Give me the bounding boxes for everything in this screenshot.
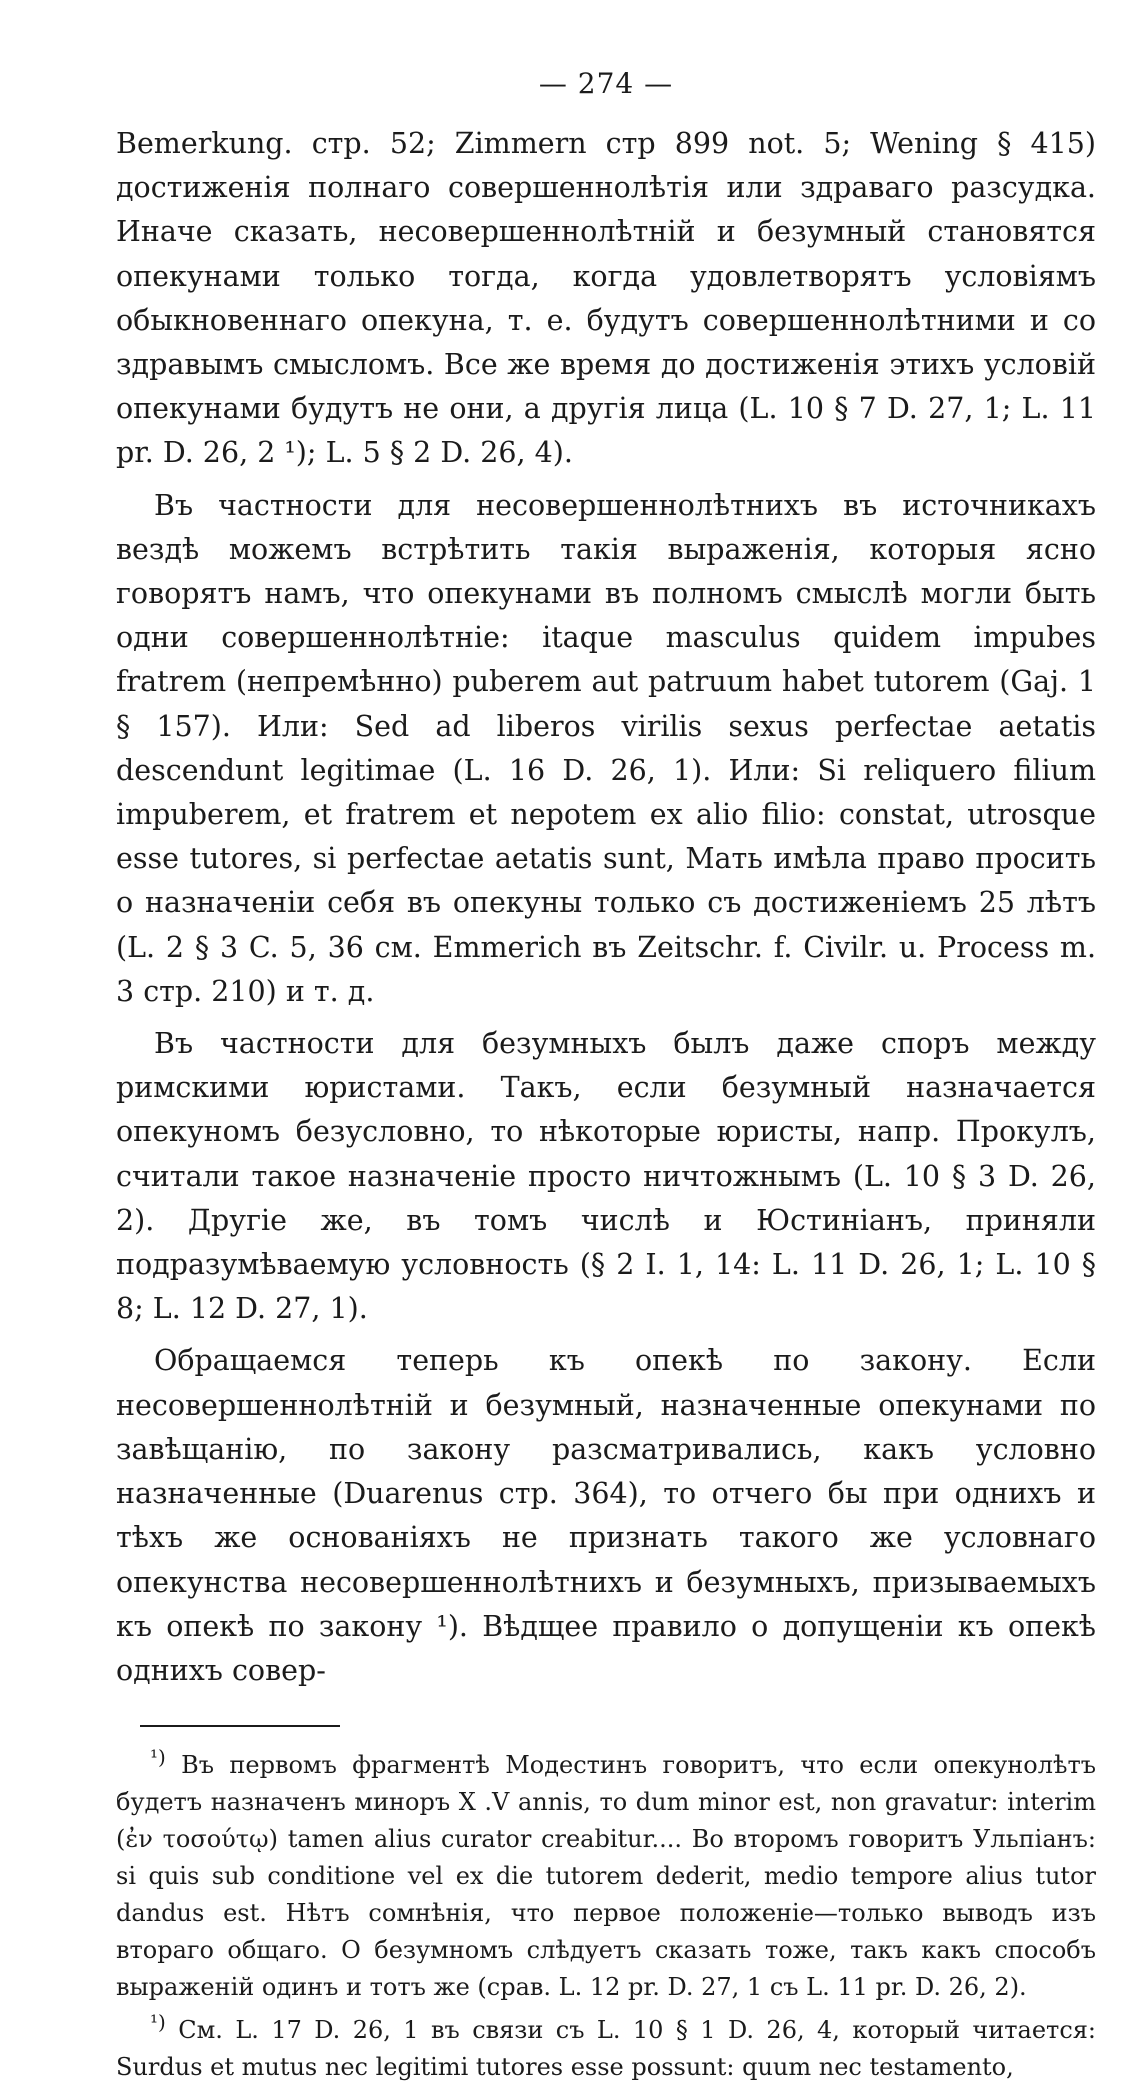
footnote-marker: ¹) bbox=[150, 1745, 166, 1770]
footnote-text: См. L. 17 D. 26, 1 въ связи съ L. 10 § 1 D. 26, 4, который читается: Surdus et mutus nec legitimi tutores esse possunt: quum nec testamento, bbox=[116, 2016, 1096, 2082]
page-number: — 274 — bbox=[538, 67, 674, 100]
paragraph: Bemerkung. стр. 52; Zimmern стр 899 not. 5; Wening § 415) достиженія полнаго совершеннолѣтія или здраваго разсудка. Иначе сказать, несовершеннолѣтній и безумный становятся опекунами только тогда, когда удовлетворятъ условіямъ обыкновеннаго опекуна, т. е. будутъ совершеннолѣтними и со здравымъ смысломъ. Все же время до достиженія этихъ условій опекунами будутъ не они, а другія лица (L. 10 § 7 D. 27, 1; L. 11 pr. D. 26, 2 ¹); L. 5 § 2 D. 26, 4). bbox=[116, 127, 1096, 470]
footnote-marker: ¹) bbox=[150, 2010, 166, 2035]
footnote-text: Въ первомъ фрагментѣ Модестинъ говоритъ, что если опекунолѣтъ будетъ назначенъ миноръ X .V annis, то dum minor est, non gravatur: interim (ἐν τοσούτῳ) tamen alius curator creabitur.... Во второмъ говоритъ Ульпіанъ: si quis sub conditione vel ex die tutorem dederit, medio tempore alius tutor dandus est. Нѣтъ сомнѣнія, что первое положеніе—только выводъ изъ втораго общаго. О безумномъ слѣдуетъ сказать тоже, такъ какъ способъ выраженій одинъ и тотъ же (срав. L. 12 pr. D. 27, 1 съ L. 11 pr. D. 26, 2). bbox=[116, 1751, 1096, 2002]
footnote bbox=[116, 2012, 1096, 2086]
footnote bbox=[116, 1747, 1096, 2006]
book-page bbox=[116, 62, 1096, 2092]
paragraph: Въ частности для несовершеннолѣтнихъ въ источникахъ вездѣ можемъ встрѣтить такія выраженія, которыя ясно говорятъ намъ, что опекунами въ полномъ смыслѣ могли быть одни совершеннолѣтніе: itaque masculus quidem impubes fratrem (непремѣнно) puberem aut patruum habet tutorem (Gaj. 1 § 157). Или: Sed ad liberos virilis sexus perfectae aetatis descendunt legitimae (L. 16 D. 26, 1). Или: Si reliquero filium impuberem, et fratrem et nepotem ex alio filio: constat, utrosque esse tutores, si perfectae aetatis sunt, Мать имѣла право просить о назначеніи себя въ опекуны только съ достиженіемъ 25 лѣтъ (L. 2 § 3 C. 5, 36 см. Emmerich въ Zeitschr. f. Civilr. u. Process m. 3 стр. 210) и т. д. bbox=[116, 488, 1096, 1008]
main-text bbox=[116, 122, 1096, 1693]
paragraph: Обращаемся теперь къ опекѣ по закону. Если несовершеннолѣтній и безумный, назначенные опекунами по завѣщанію, по закону разсматривались, какъ условно назначенные (Duarenus стр. 364), то отчего бы при однихъ и тѣхъ же основаніяхъ не признать такого же условнаго опекунства несовершеннолѣтнихъ и безумныхъ, призываемыхъ къ опекѣ по закону ¹). Вѣдщее правило о допущеніи къ опекѣ однихъ совер- bbox=[116, 1344, 1096, 1687]
paragraph: Въ частности для безумныхъ былъ даже споръ между римскими юристами. Такъ, если безумный назначается опекуномъ безусловно, то нѣкоторые юристы, напр. Прокулъ, считали такое назначеніе просто ничтожнымъ (L. 10 § 3 D. 26, 2). Другіе же, въ томъ числѣ и Юстиніанъ, приняли подразумѣваемую условность (§ 2 I. 1, 14: L. 11 D. 26, 1; L. 10 § 8; L. 12 D. 27, 1). bbox=[116, 1027, 1096, 1326]
footnote-divider bbox=[140, 1725, 340, 1727]
footnotes bbox=[116, 1747, 1096, 2086]
